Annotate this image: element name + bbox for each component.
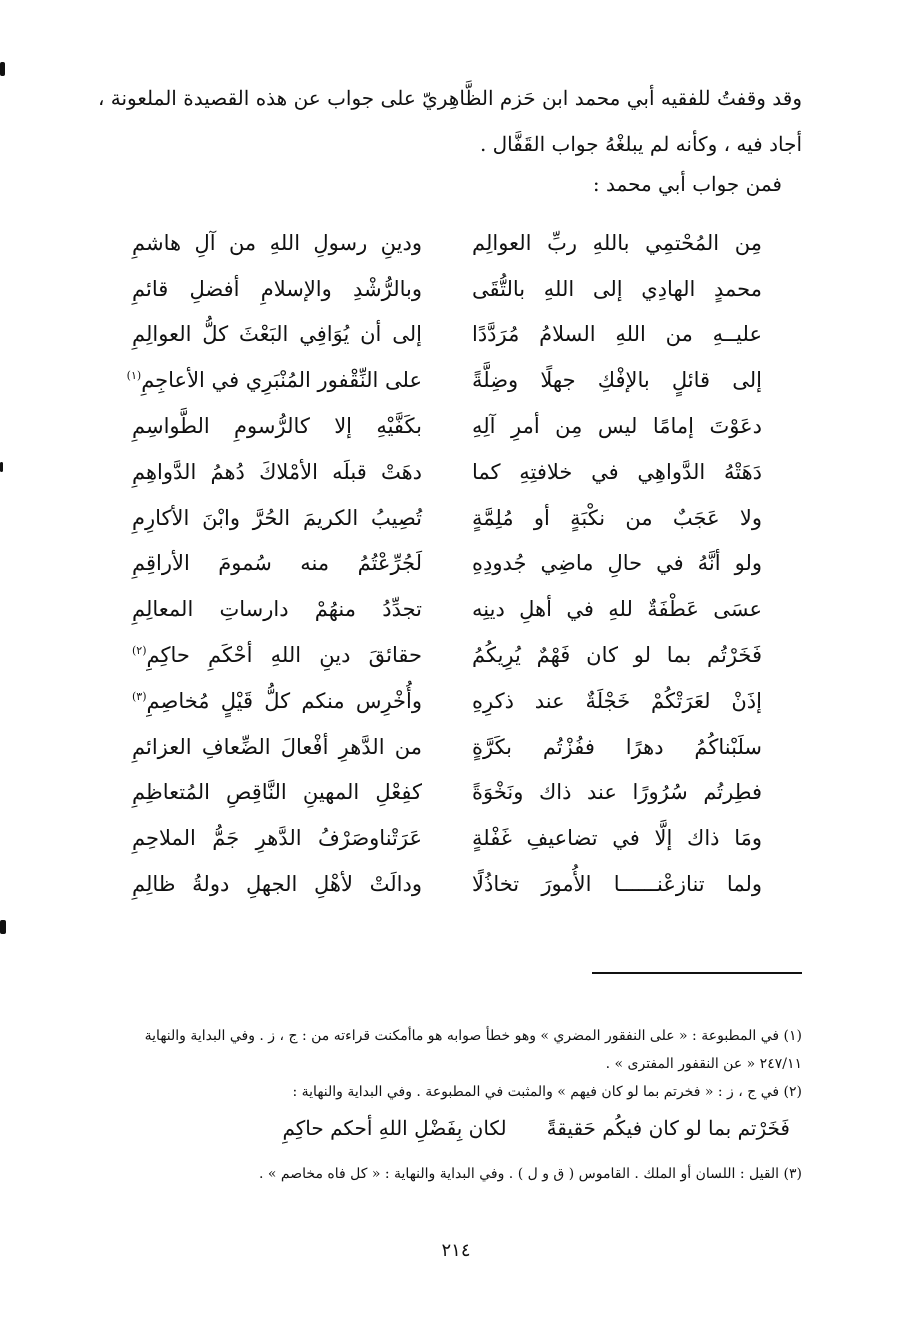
poem-verse bbox=[132, 541, 762, 587]
poem-verse bbox=[132, 449, 762, 495]
verse-second-hemistich: من الدَّهرِ أفْعالَ الضِّعافِ العزائمِ bbox=[132, 734, 422, 759]
verse-second-hemistich: وأُخْرِس منكم كلُّ قَيْلٍ مُخاصِمِ bbox=[146, 688, 422, 713]
verse-first-hemistich: محمدٍ الهادِي إلى اللهِ بالتُّقَى bbox=[472, 276, 762, 301]
poem-intro: فمن جواب أبي محمد : bbox=[592, 172, 782, 196]
verse-second-hemistich-wrap bbox=[132, 506, 422, 530]
verse-first-hemistich: فطِرتُم سُرُورًا عند ذاك ونَخْوَةً bbox=[472, 780, 762, 805]
verse-first-hemistich: فَخَرْتُم بما لو كان فَهْمٌ يُرِيكُمُ bbox=[472, 643, 762, 668]
poem-verse bbox=[132, 266, 762, 312]
footnote-2-verse bbox=[78, 1106, 802, 1150]
poem-verse bbox=[126, 357, 762, 403]
footnote-marker: (٣) bbox=[132, 689, 147, 703]
verse-first-hemistich: دعَوْتَ إمامًا ليس مِن أمرِ آلِهِ bbox=[472, 414, 762, 439]
poem-verse bbox=[132, 770, 762, 816]
verse-second-hemistich: إلى أن يُوَافِي البَعْثَ كلُّ العوالِمِ bbox=[132, 322, 422, 347]
verse-first-hemistich: ولا عَجَبٌ من نكْبَةٍ أو مُلِمَّةٍ bbox=[472, 505, 762, 530]
intro-paragraph-line-1: وقد وقفتُ للفقيه أبي محمد ابن حَزم الظَّاهِريّ على جواب عن هذه القصيدة الملعونة ، bbox=[97, 86, 802, 110]
verse-second-hemistich: كفِعْلِ المهينِ النَّاقِصِ المُتعاظِمِ bbox=[132, 780, 422, 805]
poem-verse bbox=[132, 815, 762, 861]
verse-second-hemistich: تُصِيبُ الكريمَ الحُرَّ وابْنَ الأكارِمِ bbox=[132, 505, 422, 530]
verse-first-hemistich: عليــهِ من اللهِ السلامُ مُرَدَّدًا bbox=[472, 322, 762, 347]
verse-second-hemistich-wrap bbox=[132, 689, 422, 713]
verse-second-hemistich: ودالَتْ لأهْلِ الجهلِ دولةُ ظالِمِ bbox=[132, 872, 422, 897]
verse-second-hemistich-wrap bbox=[132, 735, 422, 759]
verse-second-hemistich: عَرَتْناوصَرْفُ الدَّهرِ جَمُّ الملاحِمِ bbox=[132, 826, 422, 851]
verse-second-hemistich-wrap bbox=[132, 872, 422, 896]
poem-verse bbox=[132, 678, 762, 724]
poem-verse bbox=[132, 495, 762, 541]
verse-second-hemistich: حقائقَ دينِ اللهِ أحْكَمِ حاكِمِ bbox=[146, 643, 422, 668]
poem-verse bbox=[132, 724, 762, 770]
poem bbox=[126, 220, 762, 907]
verse-first-hemistich: ولو أنَّهُ في حالِ ماضِي جُدودِهِ bbox=[472, 551, 762, 576]
verse-second-hemistich-wrap bbox=[132, 322, 422, 346]
verse-second-hemistich-wrap bbox=[132, 826, 422, 850]
verse-second-hemistich: تجدِّدُ منهُمْ دارساتِ المعالِمِ bbox=[132, 597, 422, 622]
poem-verse bbox=[132, 632, 762, 678]
scan-edge-mark-bottom bbox=[0, 920, 6, 934]
footnote-3: (٣) القيل : اللسان أو الملك . القاموس ( ق و ل ) . وفي البداية والنهاية : « كل فاه مخاصم » . bbox=[259, 1166, 802, 1182]
footnote-2-line-1: (٢) في ج ، ز : « فخرتم بما لو كان فيهم » والمثبت في المطبوعة . وفي البداية والنهاية : bbox=[292, 1084, 802, 1100]
verse-second-hemistich: بكَفَّيْهِ إلا كالرُّسومِ الطَّواسِمِ bbox=[132, 414, 422, 439]
footnote-divider bbox=[592, 972, 802, 974]
poem-verse bbox=[132, 861, 762, 907]
verse-first-hemistich: ولما تنازعْنــــــا الأُمورَ تخاذُلًا bbox=[472, 872, 762, 897]
footnote-2-verse-first-hemistich: فَخَرْتم بما لو كان فيكُم حَقيقةً bbox=[546, 1116, 790, 1140]
verse-second-hemistich: ودينِ رسولِ اللهِ من آلِ هاشمِ bbox=[132, 230, 422, 255]
footnote-2-verse-second-hemistich: لكان بِفَضْلِ اللهِ أحكم حاكِمِ bbox=[282, 1116, 507, 1140]
verse-second-hemistich: دهَتْ قبلَه الأمْلاكَ دُهمُ الدَّواهِمِ bbox=[132, 459, 422, 484]
verse-first-hemistich: إذَنْ لعَرَتْكُمْ خَجْلَةٌ عند ذكرِهِ bbox=[472, 688, 762, 713]
verse-second-hemistich-wrap bbox=[132, 277, 422, 301]
poem-verse bbox=[132, 312, 762, 358]
verse-first-hemistich: ومَا ذاك إلَّا في تضاعيفِ غَفْلةٍ bbox=[472, 826, 762, 851]
verse-first-hemistich: سلَبْناكُمُ دهرًا ففُزْتُم بكَرَّةٍ bbox=[472, 734, 762, 759]
verse-second-hemistich-wrap bbox=[132, 231, 422, 255]
intro-paragraph-line-2: أجاد فيه ، وكأنه لم يبلغْهُ جواب القَفَّال . bbox=[479, 132, 802, 156]
verse-second-hemistich-wrap bbox=[132, 597, 422, 621]
verse-second-hemistich: على النِّقْفور المُنْبَرِي في الأعاجِمِ bbox=[141, 368, 422, 393]
verse-first-hemistich: عسَى عَطْفَةٌ للهِ في أهلِ دينِه bbox=[472, 597, 762, 622]
verse-second-hemistich: لَجُرِّعْتُمُ منه سُمومَ الأراقِمِ bbox=[132, 551, 422, 576]
verse-first-hemistich: مِن المُحْتمِي باللهِ ربِّ العوالِم bbox=[472, 230, 762, 255]
scan-edge-mark-middle bbox=[0, 462, 3, 472]
poem-verse bbox=[132, 586, 762, 632]
intro-paragraph bbox=[80, 75, 802, 167]
footnotes bbox=[78, 1022, 802, 1188]
verse-second-hemistich-wrap bbox=[132, 643, 422, 667]
footnote-1-line-2: ٢٤٧/١١ « عن النقفور المفترى » . bbox=[605, 1056, 802, 1072]
verse-first-hemistich: إلى قائلٍ بالإفْكِ جهلًا وضِلَّةً bbox=[472, 368, 762, 393]
footnote-marker: (١) bbox=[126, 369, 142, 383]
verse-second-hemistich-wrap bbox=[132, 780, 422, 804]
verse-first-hemistich: دَهَتْهُ الدَّواهِي في خلافتِهِ كما bbox=[472, 459, 762, 484]
verse-second-hemistich: وبالرُّشْدِ والإسلامِ أفضلِ قائمِ bbox=[132, 276, 422, 301]
scan-edge-mark-top bbox=[0, 62, 5, 76]
verse-second-hemistich-wrap bbox=[132, 551, 422, 575]
verse-second-hemistich-wrap bbox=[126, 368, 422, 393]
verse-second-hemistich-wrap bbox=[132, 414, 422, 438]
page-number: ٢١٤ bbox=[441, 1240, 471, 1261]
footnote-marker: (٢) bbox=[132, 644, 147, 658]
poem-verse bbox=[132, 403, 762, 449]
verse-second-hemistich-wrap bbox=[132, 460, 422, 484]
footnote-1-line-1: (١) في المطبوعة : « على النفقور المضري » وهو خطأ صوابه هو ماأمكنت قراءته من : ج ، ز . وفي البداية والنهاية bbox=[144, 1028, 802, 1044]
poem-verse bbox=[132, 220, 762, 266]
